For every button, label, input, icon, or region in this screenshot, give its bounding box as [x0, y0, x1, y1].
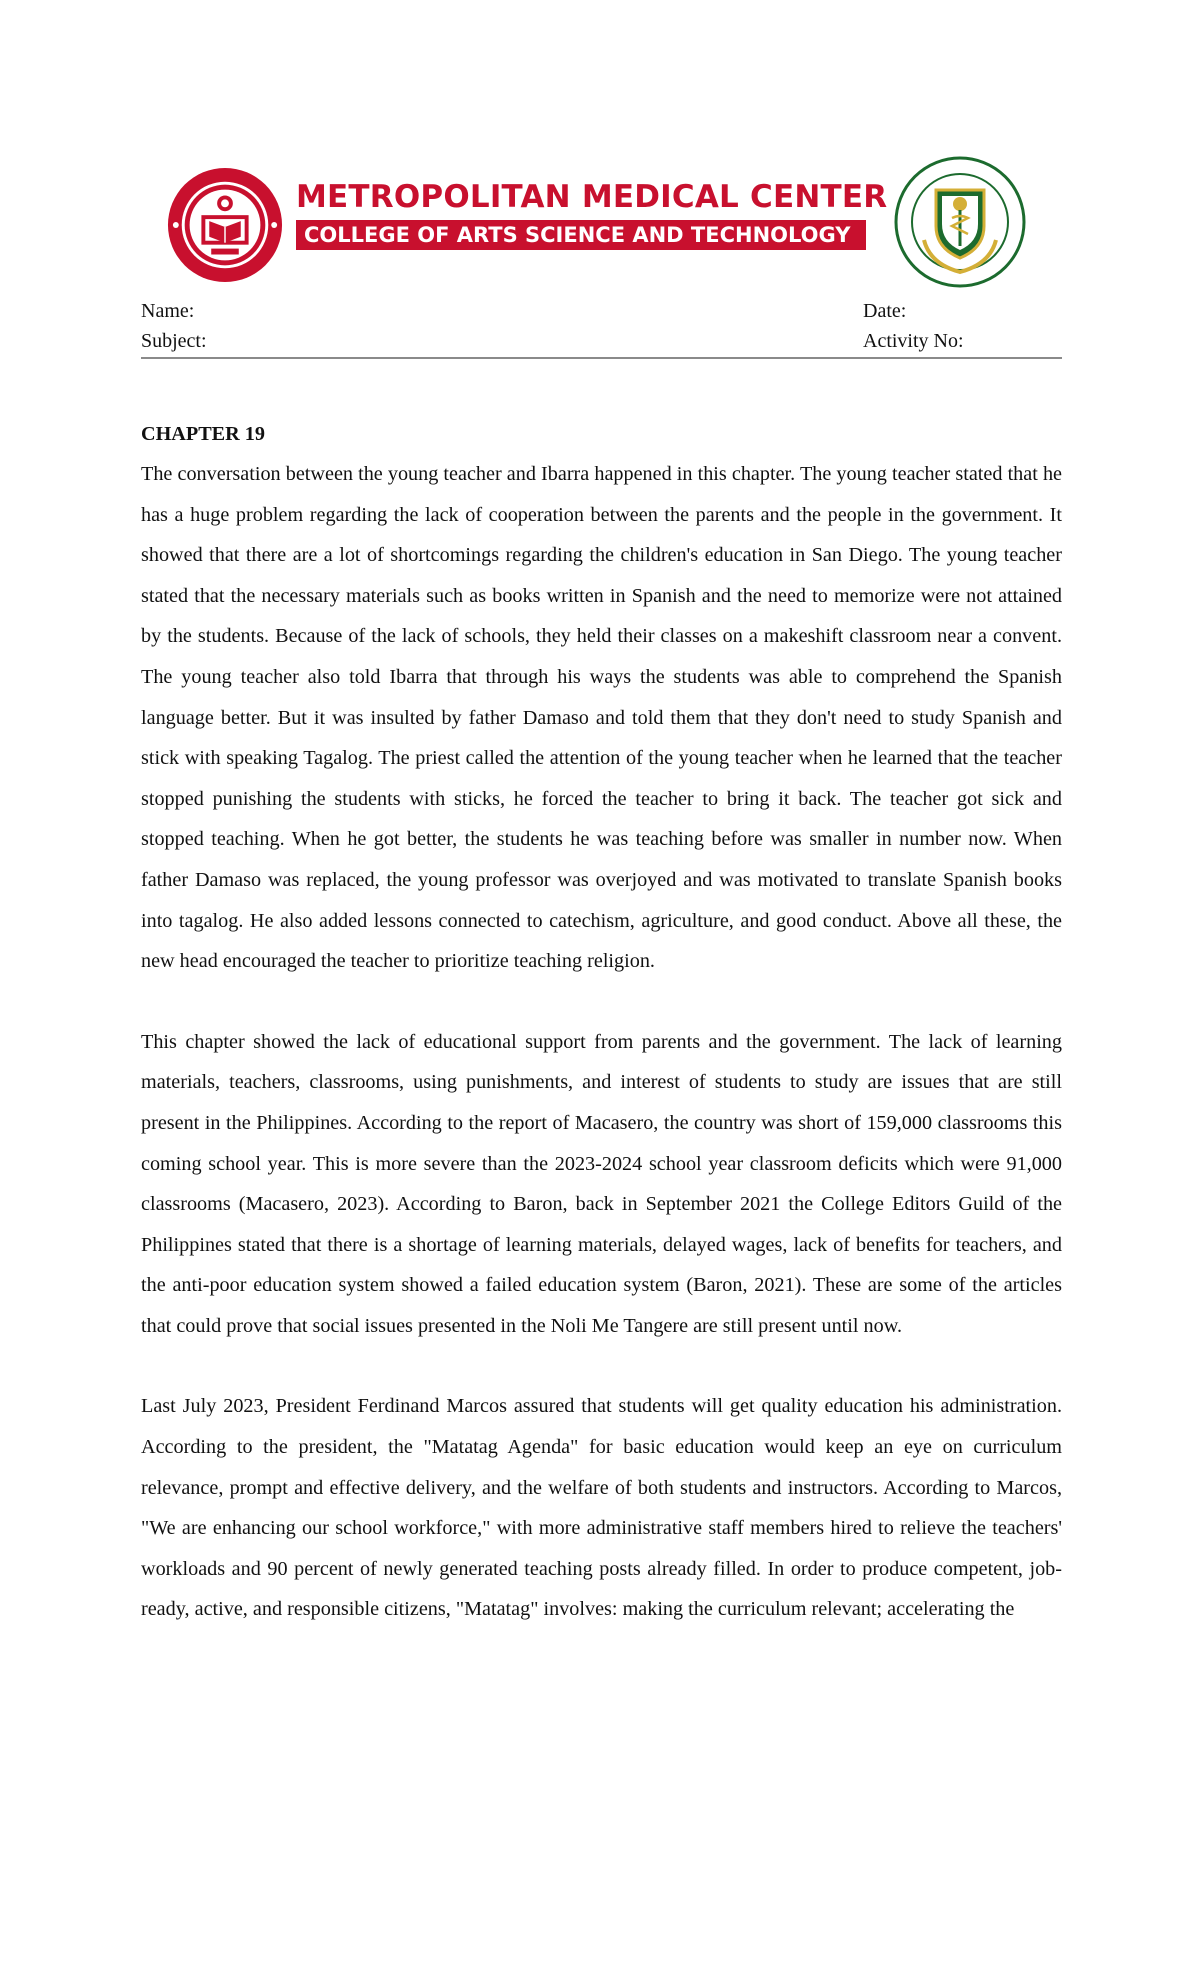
paragraph: This chapter showed the lack of educational support from parents and the government. The lack of learning materials, teachers, classrooms, using punishments, and interest of students to study are issues that are still present in the Philippines. According to the report of Macasero, the country was short of 159,000 classrooms this coming school year. This is more severe than the 2023-2024 school year classroom deficits which were 91,000 classrooms (Macasero, 2023). According to Baron, back in September 2021 the College Editors Guild of the Philippines stated that there is a shortage of learning materials, delayed wages, lack of benefits for teachers, and the anti-poor education system showed a failed education system (Baron, 2021). These are some of the articles that could prove that social issues presented in the Noli Me Tangere are still present until now. — [141, 1030, 1062, 1337]
mmc-college-seal-icon — [166, 166, 284, 284]
field-row-subject-activity — [141, 326, 1062, 356]
form-fields — [141, 296, 1062, 356]
paragraph: The conversation between the young teacher and Ibarra happened in this chapter. The young teacher stated that he has a huge problem regarding the lack of cooperation between the parents and the people in the government. It showed that there are a lot of shortcomings regarding the children's education in San Diego. The young teacher stated that the necessary materials such as books written in Spanish and the need to memorize were not attained by the students. Because of the lack of schools, they held their classes on a makeshift classroom near a convent. The young teacher also told Ibarra that through his ways the students was able to comprehend the Spanish language better. But it was insulted by father Damaso and told them that they don't need to study Spanish and stick with speaking Tagalog. The priest called the attention of the young teacher when he learned that the teacher stopped punishing the students with sticks, he forced the teacher to bring it back. The teacher got sick and stopped teaching. When he got better, the students he was teaching before was smaller in number now. When father Damaso was replaced, the young professor was overjoyed and was motivated to translate Spanish books into tagalog. He also added lessons connected to catechism, agriculture, and good conduct. Above all these, the new head encouraged the teacher to prioritize teaching religion. — [141, 463, 1062, 973]
activity-label: Activity No: — [863, 330, 964, 352]
date-label: Date: — [863, 300, 907, 322]
letterhead — [166, 156, 1046, 286]
college-of-nursing-seal-icon — [894, 156, 1026, 288]
paragraph: Last July 2023, President Ferdinand Marcos assured that students will get quality education his administration. According to the president, the "Matatag Agenda" for basic education would keep an eye on curriculum relevance, prompt and effective delivery, and the welfare of both students and instructors. According to Marcos, "We are enhancing our school workforce," with more administrative staff members hired to relieve the teachers' workloads and 90 percent of newly generated teaching posts already filled. In order to produce competent, job-ready, active, and responsible citizens, "Matatag" involves: making the curriculum relevant; accelerating the — [141, 1395, 1062, 1621]
subject-label: Subject: — [141, 330, 207, 352]
field-row-name-date — [141, 296, 1062, 326]
chapter-title: CHAPTER 19 — [141, 423, 265, 445]
document-body — [141, 414, 1062, 1630]
college-name: COLLEGE OF ARTS SCIENCE AND TECHNOLOGY — [296, 220, 866, 250]
letterhead-titles — [296, 178, 888, 250]
name-label: Name: — [141, 300, 195, 322]
header-divider — [141, 357, 1062, 359]
institution-name: METROPOLITAN MEDICAL CENTER — [296, 179, 888, 215]
